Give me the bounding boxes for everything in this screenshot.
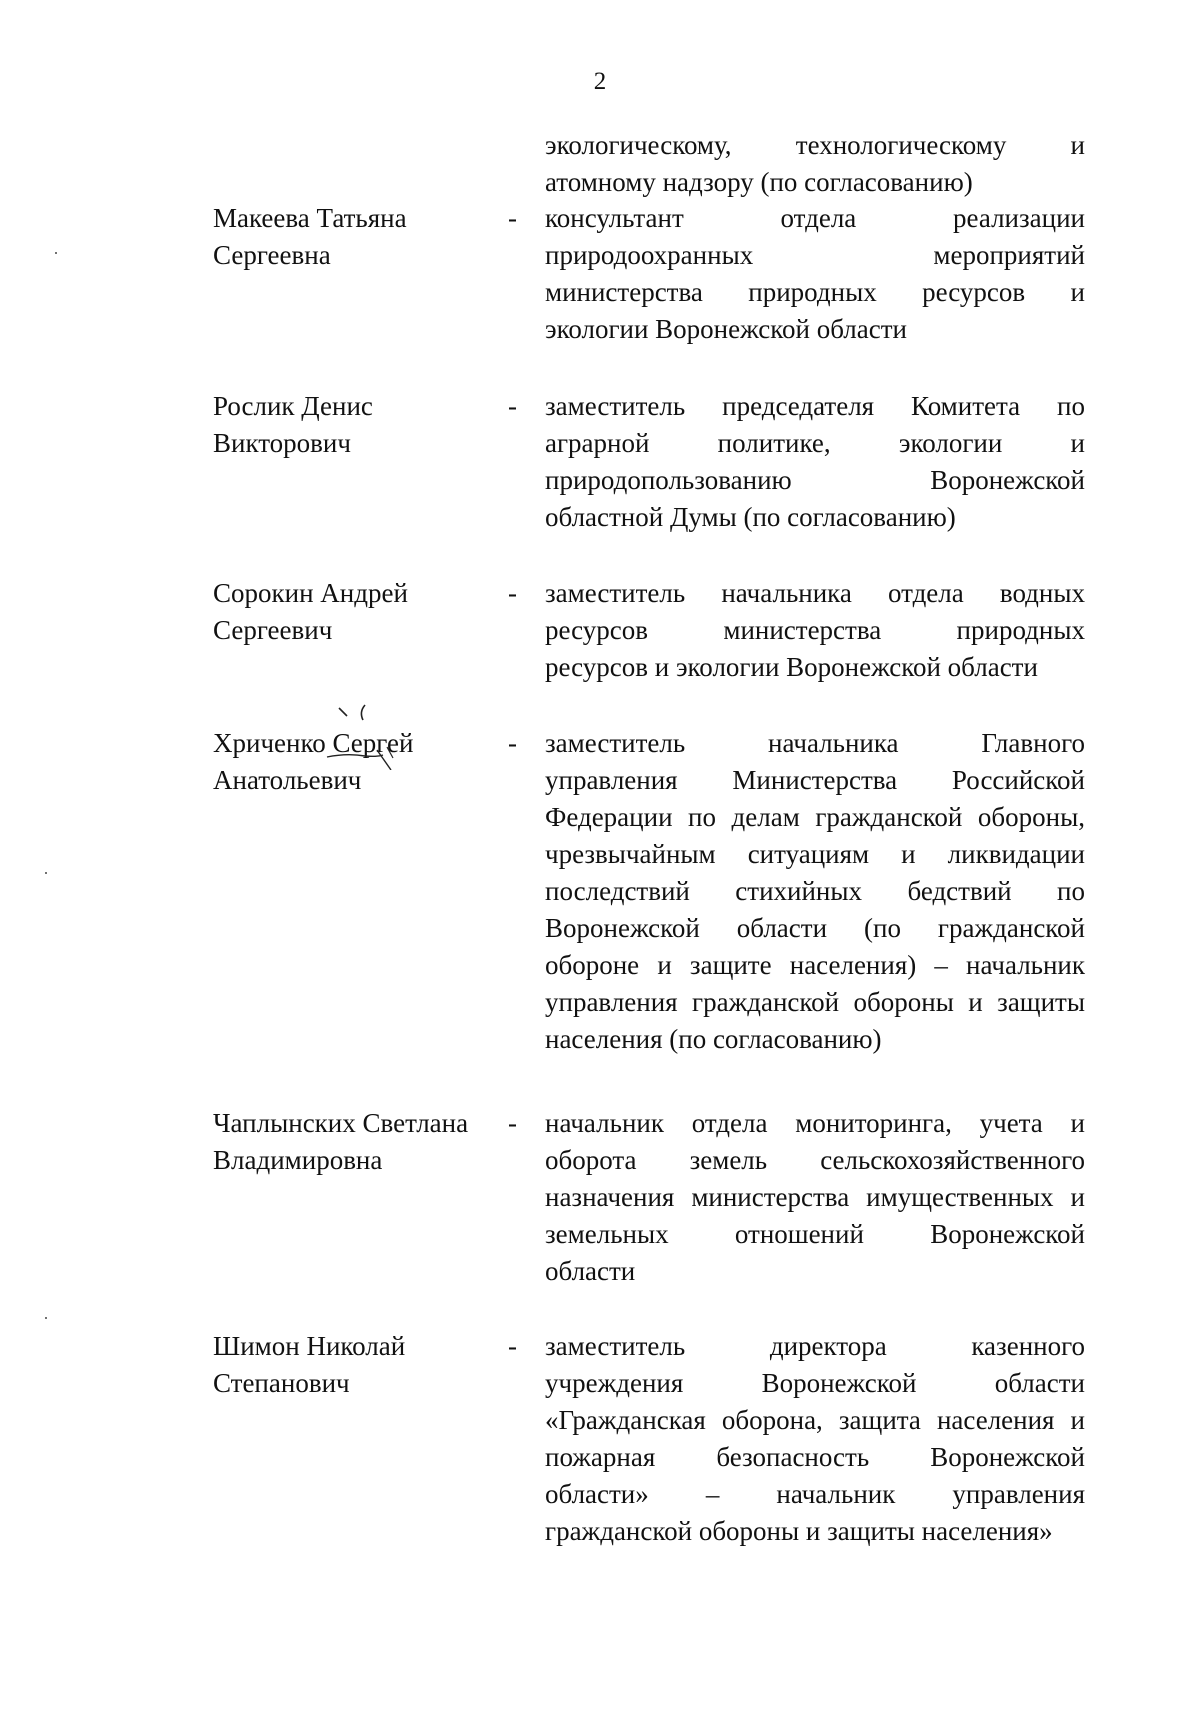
position-line: учреждения Воронежской области	[545, 1368, 1085, 1398]
position-line: заместитель директора казенного	[545, 1331, 1085, 1361]
member-name-line: Сорокин Андрей	[213, 578, 408, 608]
member-name	[213, 200, 503, 274]
dash-separator: -	[508, 728, 517, 758]
member-name-line: Макеева Татьяна	[213, 203, 407, 233]
member-name-line: Степанович	[213, 1368, 350, 1398]
member-name	[213, 575, 503, 649]
position-line: консультант отдела реализации	[545, 203, 1085, 233]
position-line: заместитель председателя Комитета по	[545, 391, 1085, 421]
position-line: гражданской обороны и защиты населения»	[545, 1516, 1053, 1546]
position-line: атомному надзору (по согласованию)	[545, 167, 973, 197]
position-line: Воронежской области (по гражданской	[545, 913, 1085, 943]
member-name-line: Владимировна	[213, 1145, 383, 1175]
position-line: пожарная безопасность Воронежской	[545, 1442, 1085, 1472]
dash-separator: -	[508, 391, 517, 421]
position-line: последствий стихийных бедствий по	[545, 876, 1085, 906]
dash-separator: -	[508, 1331, 517, 1361]
member-name	[213, 1105, 503, 1179]
member-position	[545, 575, 1085, 686]
margin-dot	[45, 1317, 47, 1319]
margin-dot	[45, 872, 47, 874]
member-name-line: Сергеевич	[213, 615, 333, 645]
position-line: природопользованию Воронежской	[545, 465, 1085, 495]
position-line: природоохранных мероприятий	[545, 240, 1085, 270]
member-position	[545, 1105, 1085, 1290]
position-line: управления Министерства Российской	[545, 765, 1085, 795]
member-name-line: Викторович	[213, 428, 351, 458]
position-line: оборота земель сельскохозяйственного	[545, 1145, 1085, 1175]
dash-separator: -	[508, 578, 517, 608]
member-position	[545, 388, 1085, 536]
page-number: 2	[593, 68, 607, 95]
member-name	[213, 1328, 503, 1402]
position-line: начальник отдела мониторинга, учета и	[545, 1108, 1085, 1138]
member-position	[545, 200, 1085, 348]
member-position	[545, 725, 1085, 1058]
position-line: области	[545, 1256, 636, 1286]
position-line: заместитель начальника отдела водных	[545, 578, 1085, 608]
member-name-line: Хриченко Сергей	[213, 728, 414, 758]
position-line: заместитель начальника Главного	[545, 728, 1085, 758]
member-position	[545, 1328, 1085, 1550]
dash-separator: -	[508, 203, 517, 233]
position-line: «Гражданская оборона, защита населения и	[545, 1405, 1085, 1435]
position-line: обороне и защите населения) – начальник	[545, 950, 1085, 980]
position-line: земельных отношений Воронежской	[545, 1219, 1085, 1249]
handwritten-mark	[325, 700, 405, 770]
position-line: экологическому, технологическому и	[545, 130, 1085, 160]
position-line: аграрной политике, экологии и	[545, 428, 1085, 458]
member-name-line: Анатольевич	[213, 765, 362, 795]
position-line: экологии Воронежской области	[545, 314, 907, 344]
member-name-line: Сергеевна	[213, 240, 331, 270]
member-name-line: Шимон Николай	[213, 1331, 406, 1361]
position-line: ресурсов министерства природных	[545, 615, 1085, 645]
member-position	[545, 127, 1085, 201]
position-line: населения (по согласованию)	[545, 1024, 882, 1054]
position-line: чрезвычайным ситуациям и ликвидации	[545, 839, 1085, 869]
margin-dot	[55, 252, 57, 254]
position-line: областной Думы (по согласованию)	[545, 502, 956, 532]
position-line: ресурсов и экологии Воронежской области	[545, 652, 1038, 682]
member-name-line: Рослик Денис	[213, 391, 373, 421]
position-line: министерства природных ресурсов и	[545, 277, 1085, 307]
dash-separator: -	[508, 1108, 517, 1138]
position-line: области» – начальник управления	[545, 1479, 1085, 1509]
member-name-line: Чаплынских Светлана	[213, 1108, 469, 1138]
position-line: назначения министерства имущественных и	[545, 1182, 1085, 1212]
position-line: управления гражданской обороны и защиты	[545, 987, 1085, 1017]
position-line: Федерации по делам гражданской обороны,	[545, 802, 1085, 832]
member-name	[213, 388, 503, 462]
